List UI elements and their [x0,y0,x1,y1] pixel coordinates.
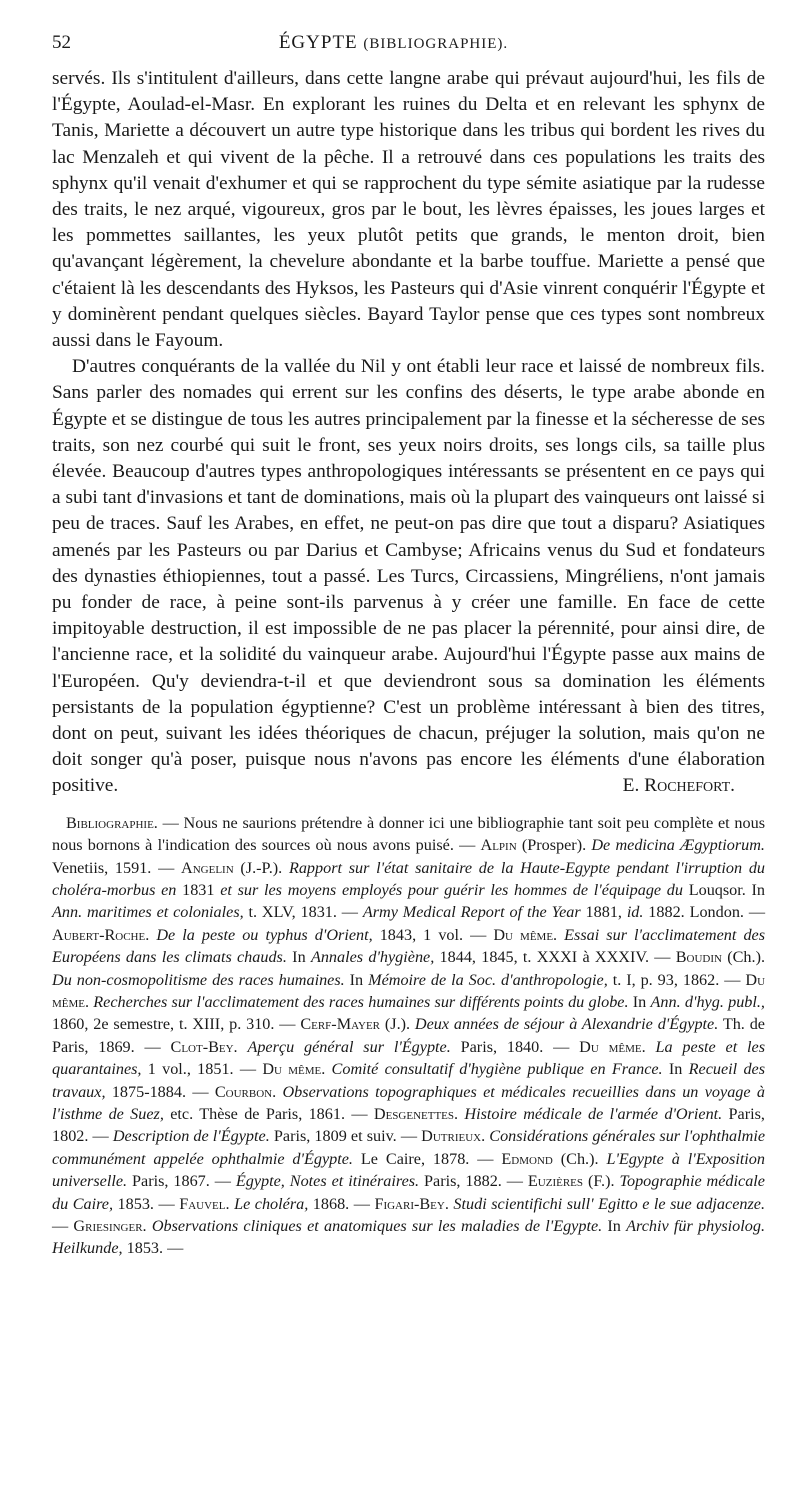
author-signature: E. Rochefort. [622,775,735,797]
bibliography-title: De medicina Ægyptiorum. [591,836,765,855]
bibliography-text: In [286,948,311,967]
paragraph [52,354,765,799]
bibliography-title: Rapport sur l'état sanitaire de la Haute-Egypte pendant l'irruption du choléra-morbus en [52,858,766,899]
bibliography-text: 1853. — [122,1239,184,1258]
bibliography-text: Louqsor. In [683,880,766,899]
bibliography-text: Paris, 1809 et suiv. — [269,1127,422,1146]
bibliography-title: Aperçu général sur l'Égypte. [247,1037,451,1056]
bibliography-author: Dutrieux. [421,1127,486,1146]
bibliography-text: Paris, 1867. — [127,1172,236,1191]
bibliography-text: Th. de Paris, 1869. — [52,1015,765,1056]
bibliography-title: Army Medical Report of the Year [362,903,581,922]
bibliography-title: Description de l'Égypte. [112,1127,270,1146]
bibliography-title: Du non-cosmopolitisme des races humaines. [52,970,345,989]
page [52,32,765,1260]
bibliography-author: Du même. [262,1060,326,1079]
bibliography-text: 1 vol., 1851. — [141,1060,263,1079]
bibliography-title: Topographie médicale du Caire, [52,1172,765,1213]
bibliography-text: 1831 [176,880,221,899]
bibliography-text: In [602,1217,627,1235]
bibliography-title: De la peste ou typhus d'Orient, [156,925,373,944]
bibliography-text: 1843, 1 vol. — [372,925,494,944]
bibliography-text: 1844, 1845, t. XXXI à XXXIV. — [434,948,676,967]
bibliography-title: Ann. d'hyg. publ., [650,992,765,1011]
bibliography-author: Angelin [181,858,234,877]
bibliography-title: Studi scientifichi sull' Egitto e le sue adjacenze. [453,1194,766,1213]
bibliography-text: Paris, 1802. — [52,1104,765,1146]
running-title-main: ÉGYPTE [278,32,358,53]
bibliography-author: Aubert-Roche. [52,925,150,944]
bibliography-text: 1860, 2e semestre, t. XIII, p. 310. — [52,1015,301,1034]
bibliography-text: 1882. London. — [643,903,766,922]
bibliography-author: Du même. [52,970,766,1011]
bibliography-title: Recueil des travaux, [52,1060,766,1101]
bibliography-title: Ann. maritimes et coloniales, [52,903,244,922]
bibliography-title: Annales d'hygiène, [310,948,435,967]
bibliography-author: Cerf-Mayer [300,1015,381,1034]
bibliography-title: Histoire médicale de l'armée d'Orient. [464,1104,723,1123]
body-text [52,66,765,800]
bibliography-author: Du même. [493,925,558,944]
running-header [52,32,765,62]
bibliography-text: Le Caire, 1878. — [352,1149,502,1168]
bibliography-author: Alpin [480,836,517,855]
paragraph: servés. Ils s'intitulent d'ailleurs, dans cette langne arabe qui prévaut aujourd'hui, les fils de l'Égypte, Aoulad-el-Masr. En explorant les ruines du Delta et en relevant les sphynx de Tanis, Mariette a découvert un autre type historique dans les tribus qui bordent les rives du lac Menzaleh et qui vivent de la pêche. Il a retrouvé dans ces populations les traits des sphynx qu'il venait d'exhumer et qui se rapprochent du type sémite asiatique par la rudesse des traits, le nez arqué, vigoureux, gros par le bout, les lèvres épaisses, les joues larges et les pommettes saillantes, les yeux plutôt petits que grands, le menton droit, bien qu'avançant légèrement, la chevelure abondante et la barbe touffue. Mariette a pensé que c'étaient là les descendants des Hyksos, les Pasteurs qui d'Asie vinrent conquérir l'Égypte et y dominèrent pendant quelques siècles. Bayard Taylor pense que ces types sont nombreux aussi dans le Fayoum. [52,68,765,352]
bibliography-title: Archiv für physiolog. Heilkunde, [52,1217,766,1258]
running-title-subtitle: (BIBLIOGRAPHIE). [363,36,509,52]
bibliography-author: Edmond [501,1149,553,1168]
bibliography [52,812,765,1260]
bibliography-author: Courbon. [214,1082,277,1101]
bibliography-text: 1853. — [113,1194,180,1213]
bibliography-text: (Ch.). [721,948,766,967]
bibliography-title: Comité consultatif d'hygiène publique en France. [331,1060,663,1079]
bibliography-title: Le choléra, [234,1194,309,1213]
bibliography-text: — [52,1217,74,1235]
bibliography-author: Du même. [579,1037,646,1056]
bibliography-text: (F.). [583,1172,620,1191]
bibliography-text: t. XLV, 1831. — [243,903,363,922]
bibliography-title: Égypte, Notes et itinéraires. [235,1172,420,1191]
bibliography-title: L'Egypte à l'Exposition universelle. [52,1149,765,1191]
bibliography-text [646,1038,656,1056]
bibliography-text: 1875-1884. — [105,1082,215,1101]
bibliography-text: Venetiis, 1591. — [52,858,182,877]
paragraph-text: D'autres conquérants de la vallée du Nil y ont établi leur race et laissé de nombreux fils. Sans parler des nomades qui errent sur les confins des déserts, le type arabe abonde en Égypte et se distingue de tous les autres principalement par la finesse et la sécheresse de ses traits, son nez courbé qui suit le front, ses yeux noirs droits, ses longs cils, sa taille plus élevée. Beaucoup d'autres types anthropologiques intéressants se présentent en ce pays qui a subi tant d'invasions et tant de dominations, mais où la plupart des vainqueurs ont laissé si peu de traces. Sauf les Arabes, en effet, ne peut-on pas dire que tout a disparu? Asiatiques amenés par les Pasteurs ou par Darius et Cambyse; Africains venus du Sud et fondateurs des dynasties éthiopiennes, tout a passé. Les Turcs, Circassiens, Mingréliens, n'ont jamais pu fonder de race, à peine sont-ils parvenus à y créer une famille. En face de cette impitoyable destruction, il est impossible de ne pas placer la pérennité, pour ainsi dire, de l'ancienne race, et la solidité du vainqueur arabe. Aujourd'hui l'Égypte passe aux mains de l'Européen. Qu'y deviendra-t-il et que deviendront sous sa domination les éléments persistants de la population égyptienne? C'est un problème intéressant à bien des titres, dont on peut, suivant les idées théoriques de chacun, préjuger la solution, mais qu'on ne doit songer qu'à poser, puisque nous n'avons pas encore les éléments d'une élaboration positive. [52,356,765,797]
bibliography-text: (Ch.). [552,1149,607,1168]
bibliography-text: etc. Thèse de Paris, 1861. — [163,1104,374,1123]
bibliography-title: Essai sur l'acclimatement des Européens dans les climats chauds. [52,925,766,967]
bibliography-text: In [344,970,369,989]
page-number: 52 [52,32,71,53]
bibliography-title: La peste et les quarantaines, [52,1037,766,1079]
bibliography-title: Observations topographiques et médicales recueillies dans un voyage à l'isthme de Suez, [52,1082,765,1123]
bibliography-title: Considérations générales sur l'ophthalmie communément appelée ophthalmie d'Égypte. [52,1127,765,1168]
bibliography-text: In [628,992,651,1011]
bibliography-author: Boudin [675,948,722,967]
bibliography-title: et sur les moyens employés pour guérir les hommes de l'équipage du [220,880,683,899]
bibliography-text: (J.). [380,1015,415,1034]
bibliography-title: Deux années de séjour à Alexandrie d'Égypte. [414,1015,719,1034]
bibliography-text: (J.-P.). [233,858,289,877]
bibliography-text: (Prosper). [516,836,592,855]
bibliography-title: id. [626,903,644,922]
bibliography-author: Figari-Bey. [374,1194,449,1213]
bibliography-text: 1868. — [308,1194,375,1213]
bibliography-text: Paris, 1882. — [419,1172,528,1191]
bibliography-text [238,1038,248,1056]
bibliography-text: In [662,1060,689,1079]
bibliography-author: Euzières [527,1172,583,1191]
running-title [112,32,765,54]
bibliography-author: Desgenettes. [373,1104,459,1123]
bibliography-text: — Nous ne saurions prétendre à donner ici une bibliographie tant soit peu complète et nous nous bornons à l'indication des sources où nous avons puisé. — [52,813,765,855]
bibliography-title: Mémoire de la Soc. d'anthropologie, [368,970,608,989]
bibliography-text: t. I, p. 93, 1862. — [607,970,746,989]
bibliography-author: Bibliographie. [66,813,158,832]
bibliography-author: Clot-Bey. [170,1037,238,1056]
bibliography-author: Griesinger. [73,1217,147,1235]
bibliography-text: Paris, 1840. — [450,1037,580,1056]
bibliography-author: Fauvel. [179,1194,230,1213]
bibliography-title: Recherches sur l'acclimatement des races humaines sur différents points du globe. [93,992,629,1011]
bibliography-text: 1881, [580,903,627,922]
bibliography-title: Observations cliniques et anatomiques sur les maladies de l'Egypte. [151,1217,603,1235]
